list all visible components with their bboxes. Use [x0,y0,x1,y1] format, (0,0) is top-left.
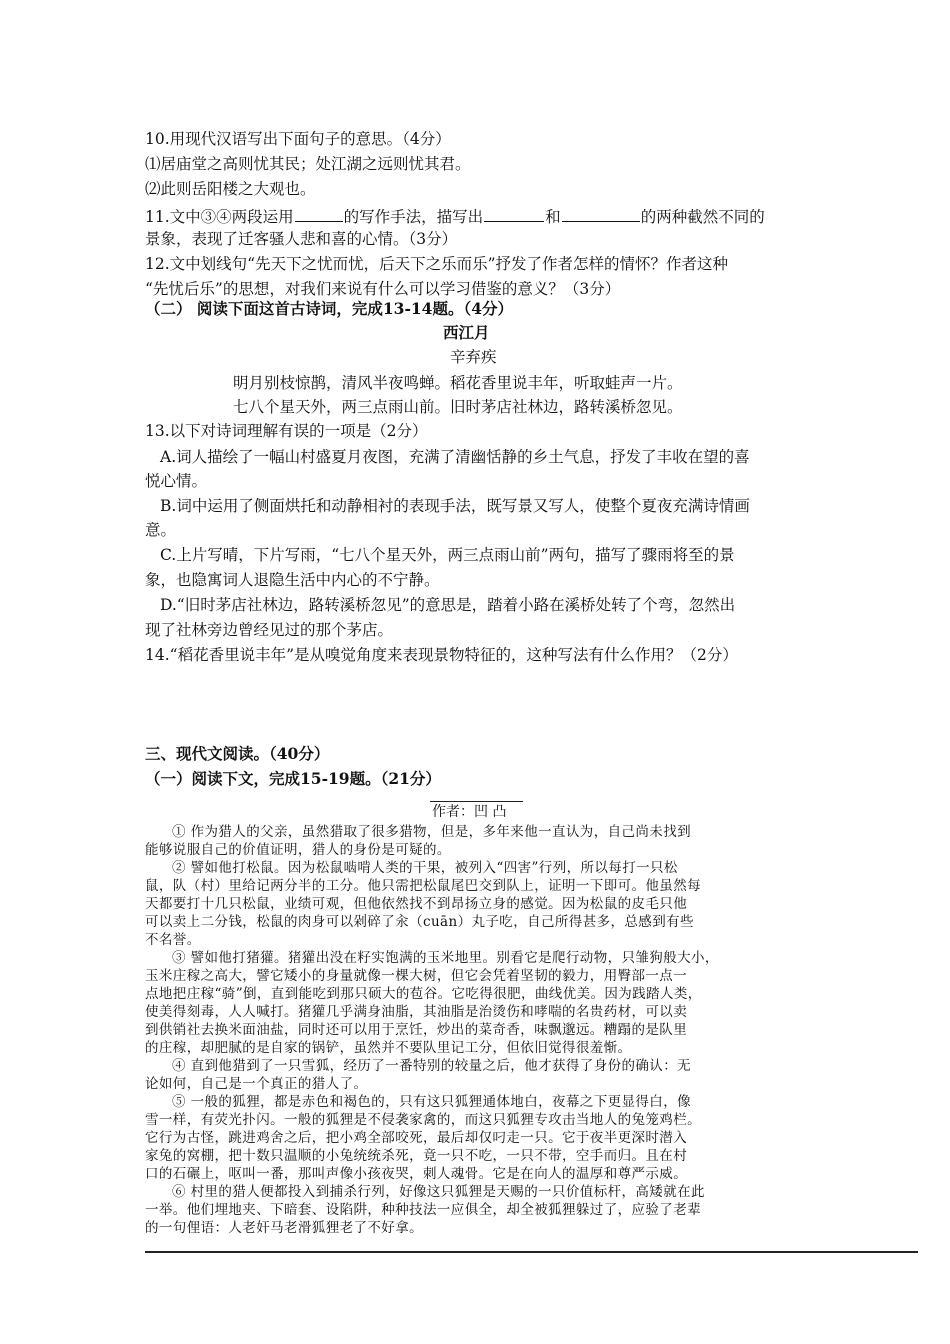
question-12-line-1: 12.文中划线句“先天下之忧而忧，后天下之乐而乐”抒发了作者怎样的情怀？作者这种 [145,255,729,273]
poem-author: 辛弃疾 [450,348,497,366]
article-line: ① 作为猎人的父亲，虽然猎取了很多猎物，但是，多年来他一直认为，自己尚未找到 [172,824,691,840]
article-line: 玉米庄稼之高大，譬它矮小的身量就像一棵大树，但它会凭着坚韧的毅力，用臀部一点一 [145,968,688,984]
footer-rule [145,1251,918,1253]
section-3-heading: 三、现代文阅读。（40分） [145,744,330,763]
article-line: 可以卖上二分钱，松鼠的肉身可以剁碎了汆（cuān）丸子吃，自己所得甚多，总感到有些 [145,914,694,930]
option-c-line-1: C.上片写晴，下片写雨，“七八个星天外，两三点雨山前”两句，描写了骤雨将至的景 [160,546,735,564]
answer-blank-2[interactable] [484,207,544,222]
question-10-title: 10.用现代汉语写出下面句子的意思。（4分） [145,130,451,148]
option-a-line-1: A.词人描绘了一幅山村盛夏月夜图，充满了清幽恬静的乡土气息，抒发了丰收在望的喜 [160,448,750,466]
article-line: 论如何，自己是一个真正的猎人了。 [145,1076,368,1092]
question-11-part-b: 的写作手法，描写出 [343,208,484,226]
option-c-line-2: 象，也隐寓词人退隐生活中内心的不宁静。 [145,571,440,589]
article-line: 能够说服自己的价值证明，猎人的身份是可疑的。 [145,842,451,858]
author-underline [430,801,523,802]
article-line: ② 譬如他打松鼠。因为松鼠啮啃人类的干果，被列入“四害”行列，所以每打一只松 [172,860,678,876]
article-line: 到供销社去换米面油盐，同时还可以用于烹饪，炒出的菜奇香，味飘邈远。糟蹋的是队里 [145,1022,688,1038]
article-line: 天都要打十几只松鼠，业绩可观，但他依然找不到昂扬立身的感觉。因为松鼠的皮毛只他 [145,896,688,912]
article-line: 雪一样，有荧光扑闪。一般的狐狸是不侵袭家禽的，而这只狐狸专攻击当地人的兔笼鸡栏。 [145,1112,701,1128]
poem-title: 西江月 [443,323,490,342]
poem-line-2: 七八个星天外，两三点雨山前。旧时茅店社林边，路转溪桥忽见。 [233,398,683,416]
option-d-line-2: 现了社林旁边曾经见过的那个茅店。 [145,621,394,639]
section-3-subheading: （一）阅读下文，完成15-19题。（21分） [145,769,441,788]
question-13-stem: 13.以下对诗词理解有误的一项是（2分） [145,422,428,440]
article-line: 家兔的窝棚，把十数只温顺的小兔统统杀死，竟一只不吃，一只不带，空手而归。且在村 [145,1148,688,1164]
article-line: 它行为古怪，跳进鸡舍之后，把小鸡全部咬死，最后却仅叼走一只。它于夜半更深时潜入 [145,1130,688,1146]
article-line: 不名誉。 [145,932,201,948]
question-11-line-2: 景象，表现了迁客骚人悲和喜的心情。（3分） [145,230,458,248]
article-line: 的一句俚语：人老奸马老滑狐狸老了不好拿。 [145,1220,423,1236]
option-b-line-1: B.词中运用了侧面烘托和动静相衬的表现手法，既写景又写人，使整个夏夜充满诗情画 [160,497,750,515]
question-10-item-1: ⑴居庙堂之高则忧其民；处江湖之远则忧其君。 [145,155,471,173]
question-11-part-c: 和 [545,208,561,226]
section-2-heading: （二） 阅读下面这首古诗词，完成13-14题。（4分） [145,299,514,318]
article-line: ④ 直到他猎到了一只雪狐，经历了一番特别的较量之后，他才获得了身份的确认：无 [172,1058,691,1074]
poem-line-1: 明月别枝惊鹊，清风半夜鸣蝉。稻花香里说丰年，听取蛙声一片。 [233,374,683,392]
option-d-line-1: D.“旧时茅店社林边，路转溪桥忽见”的意思是，踏着小路在溪桥处转了个弯，忽然出 [160,596,736,614]
article-line: ③ 譬如他打猪獾。猪獾出没在籽实饱满的玉米地里。别看它是爬行动物，只雏狗般大小， [172,950,719,966]
article-line: 一举。他们埋地夹、下暗套、设陷阱，种种技法一应俱全，却全被狐狸躲过了，应验了老辈 [145,1202,701,1218]
question-12-line-2: “先忧后乐”的思想，对我们来说有什么可以学习借鉴的意义？（3分） [145,280,621,298]
article-line: 鼠，队（村）里给记两分半的工分。他只需把松鼠尾巴交到队上，证明一下即可。他虽然每 [145,878,701,894]
question-14: 14.“稻花香里说丰年”是从嗅觉角度来表现景物特征的，这种写法有什么作用？（2分） [145,646,738,664]
question-11-line-1 [145,207,765,226]
article-line: 的庄稼，却肥腻的是自家的锅铲，虽然并不要队里记工分，但依旧觉得很羞惭。 [145,1040,632,1056]
article-line: 点地把庄稼“骑”倒，直到能吃到那只硕大的苞谷。它吃得很肥，曲线优美。因为践踏人类， [145,986,702,1002]
question-11-part-d: 的两种截然不同的 [640,208,765,226]
option-a-line-2: 悦心情。 [145,472,208,490]
question-11-part-a: 11.文中③④两段运用 [145,208,294,226]
answer-blank-3[interactable] [562,207,640,222]
option-b-line-2: 意。 [145,521,177,539]
question-10-item-2: ⑵此则岳阳楼之大观也。 [145,180,316,198]
article-line: 口的石碾上，呕叫一番，那叫声像小孩夜哭，刺人魂骨。它是在向人的温厚和尊严示威。 [145,1166,688,1182]
article-line: ⑥ 村里的猎人便都投入到捕杀行列，好像这只狐狸是天赐的一只价值标杆，高矮就在此 [172,1184,705,1200]
answer-blank-1[interactable] [295,207,343,222]
article-author: 作者：凹 凸 [432,804,507,820]
article-line: ⑤ 一般的狐狸，都是赤色和褐色的，只有这只狐狸通体地白，夜幕之下更显得白，像 [172,1094,691,1110]
article-line: 使美得刻毒，人人喊打。猪獾几乎满身油脂，其油脂是治烫伤和哮喘的名贵药材，可以卖 [145,1004,688,1020]
